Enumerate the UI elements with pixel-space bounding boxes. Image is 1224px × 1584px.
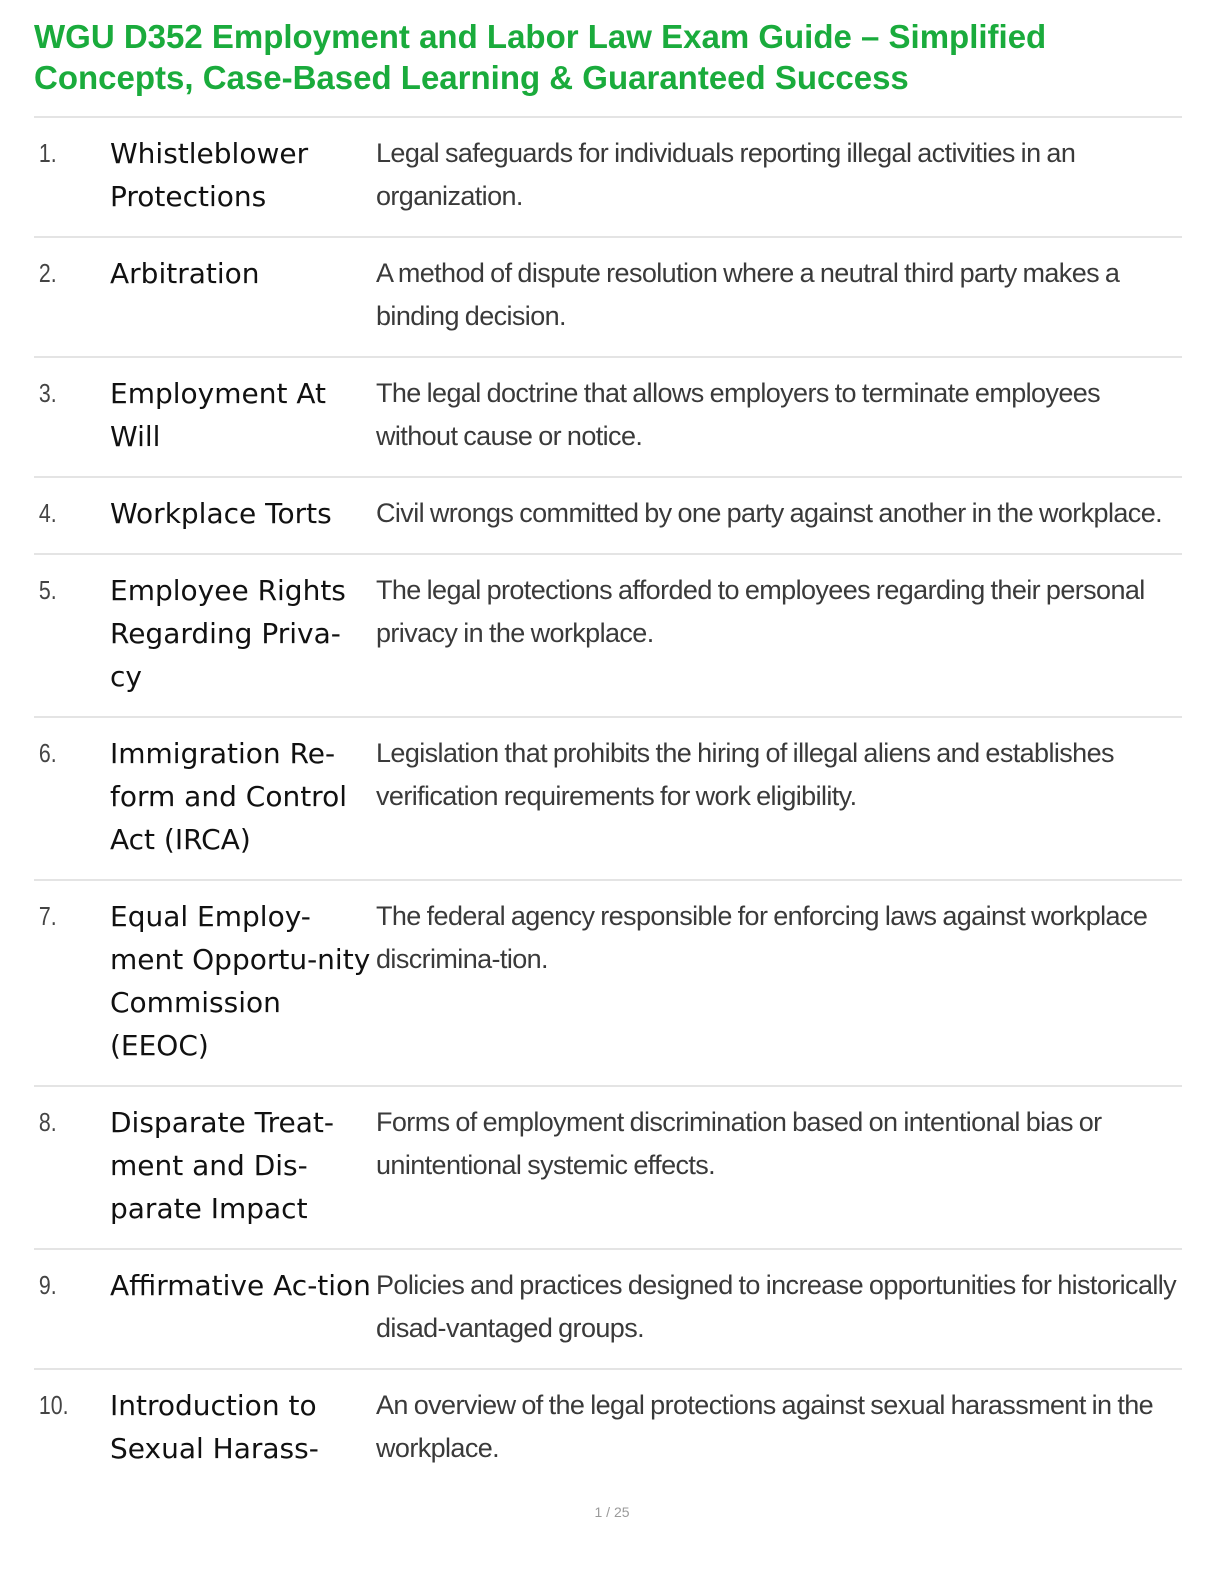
term-name: Whistleblower Protections [110,137,309,213]
term-name: Affirmative Ac-tion [110,1269,371,1302]
term-number: 7. [38,901,57,931]
term-name: Employee Rights Regarding Priva-cy [110,574,346,693]
terms-list [34,118,1182,1488]
term-name: Disparate Treat-ment and Dis-parate Impact [110,1106,334,1225]
term-name: Employment At Will [110,377,326,453]
term-number: 4. [38,498,57,528]
term-definition: An overview of the legal protections against sexual harassment in the workplace. [376,1390,1154,1463]
term-row [34,881,1182,1087]
term-number: 3. [38,378,57,408]
term-definition: Policies and practices designed to increase opportunities for historically disad-vantaged groups. [376,1270,1177,1343]
term-row [34,118,1182,238]
term-name: Immigration Re-form and Control Act (IRCA) [110,737,347,856]
term-name: Equal Employ-ment Opportu-nity Commission (EEOC) [110,900,371,1062]
page-title-line-1: WGU D352 Employment and Labor Law Exam Guide – Simplified [34,18,1047,55]
term-row [34,1370,1182,1488]
page-title-line-2: Concepts, Case-Based Learning & Guaranteed Success [34,59,909,96]
term-row [34,358,1182,478]
term-row [34,1087,1182,1250]
term-row [34,555,1182,718]
term-definition: Civil wrongs committed by one party against another in the workplace. [376,498,1163,528]
term-definition: Legal safeguards for individuals reporting illegal activities in an organization. [376,138,1076,211]
term-definition: Legislation that prohibits the hiring of illegal aliens and establishes verification requirements for work eligibility. [376,738,1114,811]
term-row [34,1250,1182,1370]
term-name: Arbitration [110,257,260,290]
term-row [34,238,1182,358]
term-definition: The legal doctrine that allows employers to terminate employees without cause or notice. [376,378,1101,451]
term-name: Workplace Torts [110,497,332,530]
term-number: 6. [38,738,57,768]
term-name: Introduction to Sexual Harass- [110,1389,319,1465]
term-number: 9. [38,1270,57,1300]
term-number: 5. [38,575,57,605]
page-number: 1 / 25 [594,1504,630,1520]
term-number: 8. [38,1107,57,1137]
term-number: 2. [38,258,57,288]
term-number: 1. [38,138,57,168]
term-definition: The federal agency responsible for enforcing laws against workplace discrimina-tion. [376,901,1148,974]
page-title [34,16,1184,98]
term-definition: A method of dispute resolution where a neutral third party makes a binding decision. [376,258,1120,331]
term-row [34,478,1182,555]
term-definition: Forms of employment discrimination based on intentional bias or unintentional systemic effects. [376,1107,1102,1180]
term-number: 10. [38,1390,69,1420]
term-row [34,718,1182,881]
term-definition: The legal protections afforded to employees regarding their personal privacy in the workplace. [376,575,1145,648]
